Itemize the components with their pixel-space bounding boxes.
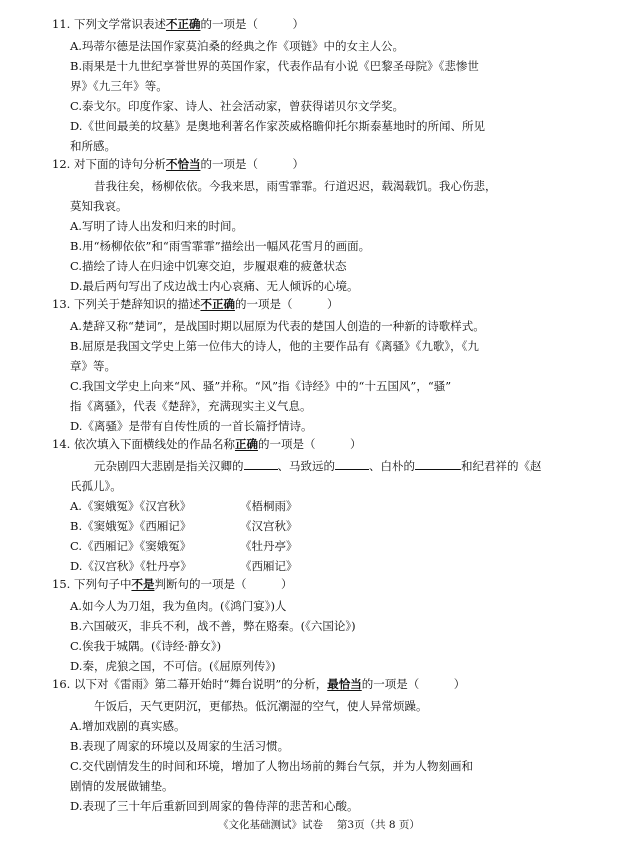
q13-option-c: C.我国文学史上向来“风、骚”并称。“风”指《诗经》中的“十五国风”，“骚” xyxy=(70,379,452,393)
question-number: 14. xyxy=(52,437,71,451)
q12-poem-line-1: 昔我往矣，杨柳依依。今我来思，雨雪霏霏。行道迟迟，载渴载饥。我心伤悲， xyxy=(94,179,497,193)
fill-blank-3 xyxy=(415,458,461,470)
question-number: 16. xyxy=(52,677,71,691)
q15-option-d: D.秦，虎狼之国，不可信。(《屈原列传》) xyxy=(70,659,276,673)
passage-text: 、马致远的 xyxy=(277,459,335,473)
stem-text: 判断句的一项是（ ） xyxy=(154,577,293,591)
option-text: 《梧桐雨》 xyxy=(240,499,298,513)
question-number: 11. xyxy=(52,17,71,31)
option-text: A.《窦娥冤》《汉宫秋》 xyxy=(70,499,192,513)
stem-text: 依次填入下面横线处的作品名称 xyxy=(73,437,235,451)
emphasis-keyword: 不是 xyxy=(131,577,155,591)
q11-option-d-continued: 和所感。 xyxy=(70,139,116,153)
q12-option-d: D.最后两句写出了戍边战士内心哀痛、无人倾诉的心境。 xyxy=(70,279,359,293)
option-text: 《汉宫秋》 xyxy=(240,519,298,533)
question-number: 15. xyxy=(52,577,71,591)
q16-option-c-continued: 剧情的发展做铺垫。 xyxy=(70,779,174,793)
q16-stage-direction-quote: 午饭后，天气更阴沉，更郁热。低沉潮湿的空气，使人异常烦躁。 xyxy=(94,699,428,713)
emphasis-keyword: 最恰当 xyxy=(327,677,362,691)
q14-option-a xyxy=(70,498,298,514)
stem-text: 的一项是（ ） xyxy=(200,157,304,171)
q16-option-c: C.交代剧情发生的时间和环境，增加了人物出场前的舞台气氛，并为人物刻画和 xyxy=(70,759,474,773)
fill-blank-2 xyxy=(335,458,369,470)
q11-option-d: D.《世间最美的坟墓》是奥地利著名作家茨威格瞻仰托尔斯泰墓地时的所闻、所见 xyxy=(70,119,485,133)
q13-option-b-continued: 章》等。 xyxy=(70,359,116,373)
page-footer: 《文化基础测试》试卷 第3页（共 8 页） xyxy=(218,819,420,831)
emphasis-keyword: 不正确 xyxy=(200,297,235,311)
q14-passage-line-2: 氏孤儿》。 xyxy=(70,479,122,493)
stem-text: 以下对《雷雨》第二幕开始时“舞台说明”的分析， xyxy=(73,677,328,691)
question-11-stem xyxy=(52,16,304,32)
question-16-stem xyxy=(52,676,465,692)
q15-option-a: A.如今人为刀俎，我为鱼肉。(《鸿门宴》)人 xyxy=(70,599,287,613)
q12-poem-line-2: 莫知我哀。 xyxy=(70,199,128,213)
q14-option-b xyxy=(70,518,298,534)
passage-text: 、白朴的 xyxy=(369,459,415,473)
q13-option-d: D.《离骚》是带有自传性质的一首长篇抒情诗。 xyxy=(70,419,313,433)
q14-option-c xyxy=(70,538,298,554)
emphasis-keyword: 不正确 xyxy=(165,17,201,31)
q13-option-b: B.屈原是我国文学史上第一位伟大的诗人，他的主要作品有《离骚》《九歌》，《九 xyxy=(70,339,479,353)
option-text: D.《汉宫秋》《牡丹亭》 xyxy=(70,559,192,573)
q16-option-a: A.增加戏剧的真实感。 xyxy=(70,719,186,733)
stem-text: 的一项是（ ） xyxy=(257,437,362,451)
stem-text: 的一项是（ ） xyxy=(361,677,466,691)
q14-passage-line-1 xyxy=(94,458,542,474)
emphasis-keyword: 正确 xyxy=(234,437,258,451)
q15-option-c: C.俟我于城隅。(《诗经·静女》) xyxy=(70,639,222,653)
emphasis-keyword: 不恰当 xyxy=(165,157,201,171)
option-text: 《西厢记》 xyxy=(240,559,298,573)
stem-text: 对下面的诗句分析 xyxy=(73,157,166,171)
option-text: C.《西厢记》《窦娥冤》 xyxy=(70,539,192,553)
q16-option-d: D.表现了三十年后重新回到周家的鲁侍萍的悲苦和心酸。 xyxy=(70,799,359,813)
question-13-stem xyxy=(52,296,338,312)
option-text: 《牡丹亭》 xyxy=(240,539,298,553)
q11-option-a: A.玛蒂尔德是法国作家莫泊桑的经典之作《项链》中的女主人公。 xyxy=(70,39,404,53)
q12-option-b: B.用“杨柳依依”和“雨雪霏霏”描绘出一幅风花雪月的画面。 xyxy=(70,239,371,253)
option-text: B.《窦娥冤》《西厢记》 xyxy=(70,519,192,533)
q12-option-c: C.描绘了诗人在归途中饥寒交迫，步履艰难的疲惫状态 xyxy=(70,259,347,273)
q11-option-b: B.雨果是十九世纪享誉世界的英国作家，代表作品有小说《巴黎圣母院》《悲惨世 xyxy=(70,59,479,73)
stem-text: 的一项是（ ） xyxy=(234,297,339,311)
q13-option-a: A.楚辞又称“楚词”，是战国时期以屈原为代表的楚国人创造的一种新的诗歌样式。 xyxy=(70,319,485,333)
stem-text: 的一项是（ ） xyxy=(200,17,304,31)
q14-option-d xyxy=(70,558,298,574)
fill-blank-1 xyxy=(244,458,278,470)
stem-text: 下列关于楚辞知识的描述 xyxy=(73,297,201,311)
q12-option-a: A.写明了诗人出发和归来的时间。 xyxy=(70,219,243,233)
question-number: 12. xyxy=(52,157,71,171)
question-15-stem xyxy=(52,576,292,592)
passage-text: 和纪君祥的《赵 xyxy=(461,459,542,473)
q16-option-b: B.表现了周家的环境以及周家的生活习惯。 xyxy=(70,739,290,753)
passage-text: 元杂剧四大悲剧是指关汉卿的 xyxy=(94,459,244,473)
question-12-stem xyxy=(52,156,304,172)
stem-text: 下列文学常识表述 xyxy=(73,17,166,31)
question-number: 13. xyxy=(52,297,71,311)
q11-option-c: C.泰戈尔。印度作家、诗人、社会活动家，曾获得诺贝尔文学奖。 xyxy=(70,99,405,113)
q13-option-c-continued: 指《离骚》，代表《楚辞》，充满现实主义气息。 xyxy=(70,399,312,413)
q11-option-b-continued: 界》《九三年》等。 xyxy=(70,79,168,93)
q15-option-b: B.六国破灭，非兵不利，战不善，弊在赂秦。(《六国论》) xyxy=(70,619,356,633)
question-14-stem xyxy=(52,436,361,452)
stem-text: 下列句子中 xyxy=(73,577,132,591)
